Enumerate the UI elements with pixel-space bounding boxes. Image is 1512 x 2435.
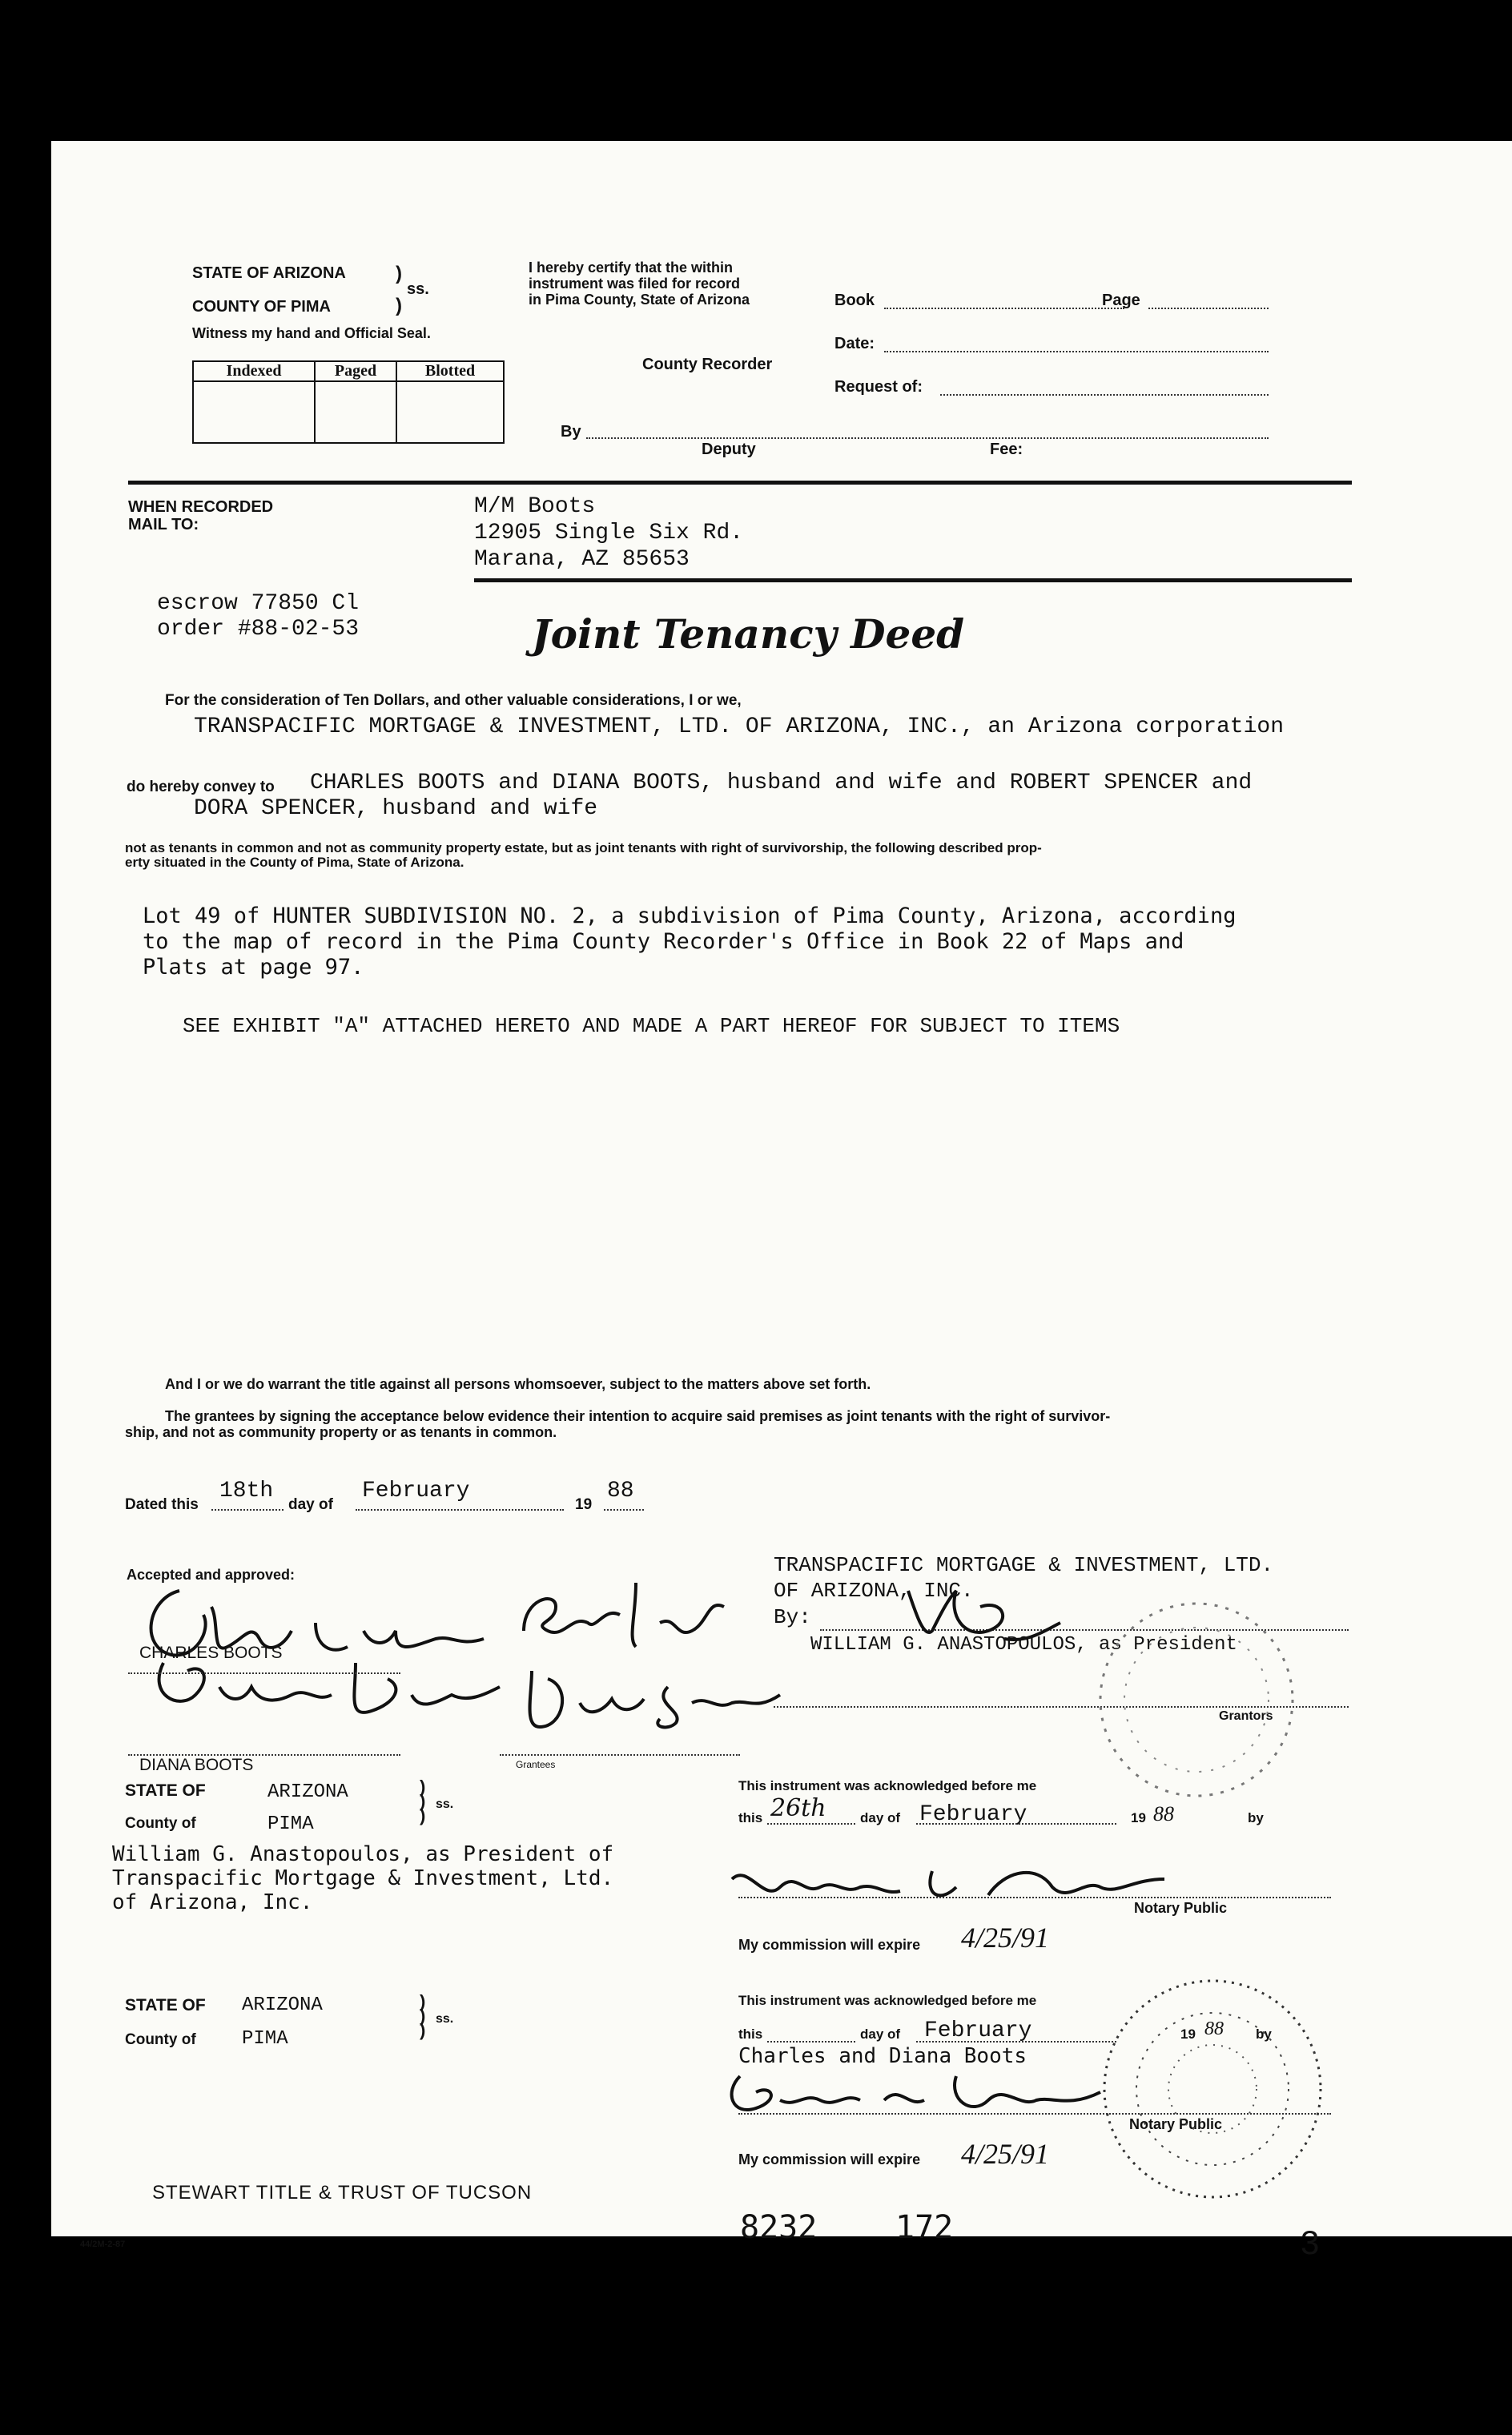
by-label: By: [774,1605,811,1629]
ack1-by: by [1248,1810,1264,1825]
signature-diana-boots [131,1647,516,1735]
ack1-person: William G. Anastopoulos, as President of Transpacific Mortgage & Investment, Ltd. of Arizona, Inc. [112,1842,614,1914]
ack2-state: ARIZONA [242,1994,323,2016]
day-of-label: day of [288,1496,333,1513]
ack2-notary-label: Notary Public [1129,2116,1223,2132]
ack1-ss: ss. [436,1797,454,1811]
ack2-month: February [924,2018,1032,2043]
convey-label: do hereby convey to [127,779,275,795]
date-label: Date: [834,335,875,352]
certify-text: I hereby certify that the within instrument was filed for record in Pima County, State of Arizona [529,260,750,308]
book-line [884,308,1124,309]
deed-page [51,141,1512,2261]
index-table [192,360,505,444]
signature-robert-spencer [500,1567,748,1663]
brace: ) [396,295,402,316]
ack1-state-label: STATE OF [125,1781,206,1800]
grantees-label: Grantees [516,1759,556,1770]
ack2-state-label: STATE OF [125,1996,206,2014]
grantor-text: TRANSPACIFIC MORTGAGE & INVESTMENT, LTD. OF ARIZONA, INC., an Arizona corporation [194,714,1285,739]
grantees-sign-text: The grantees by signing the acceptance below evidence their intention to acquire said premises as joint tenants with the right of survivor- ship, and not as community property or as tenants in common. [125,1408,1111,1440]
book-label: Book [834,292,875,309]
grantees-text: CHARLES BOOTS and DIANA BOOTS, husband and wife and ROBERT SPENCER and [310,771,1253,795]
brace: ) [396,263,402,284]
divider [128,481,1352,485]
form-number: 44/2M-2-87 [80,2240,126,2249]
sheet-number: 3 [1301,2224,1320,2261]
date-line [884,351,1269,352]
ack2-county-label: County of [125,2031,196,2048]
fee-label: Fee: [990,441,1023,458]
dated-label: Dated this [125,1496,199,1513]
request-line [940,394,1269,396]
ack1-notary-signature [716,1847,1196,1919]
exhibit-note: SEE EXHIBIT "A" ATTACHED HERETO AND MADE A PART HEREOF FOR SUBJECT TO ITEMS [183,1014,1120,1038]
dated-year-line [604,1509,644,1511]
notary-seal [1084,1961,1341,2217]
ack2-notary-signature [708,2060,1124,2124]
ack2-brace: ) ) ) [420,1991,426,2040]
escrow-info: escrow 77850 Cl order #88-02-53 [157,591,360,642]
ack1-county: PIMA [267,1813,314,1835]
page-number: 172 [895,2209,954,2246]
ack2-commission: My commission will expire [738,2151,921,2167]
request-of-label: Request of: [834,378,923,396]
ack2-ss: ss. [436,2012,454,2026]
dated-day: 18th [219,1479,274,1503]
ack1-acknowledged: This instrument was acknowledged before me [738,1778,1037,1793]
ack1-notary-label: Notary Public [1134,1900,1228,1916]
ss-label: ss. [407,280,429,298]
ack1-expires: 4/25/91 [961,1922,1050,1954]
signature-line [128,1672,400,1674]
ack2-day-of: day of [860,2026,901,2042]
ack2-day-line [767,2041,855,2043]
mail-to-label: WHEN RECORDED MAIL TO: [128,498,274,533]
dated-year: 88 [607,1479,634,1503]
dated-day-line [211,1509,284,1511]
ack1-day-of: day of [860,1810,901,1825]
ack2-acknowledged: This instrument was acknowledged before me [738,1993,1037,2008]
ack2-this: this [738,2026,763,2042]
ack1-notary-line [738,1897,1331,1898]
county-label: COUNTY OF PIMA [192,298,331,316]
by-line [586,437,1269,439]
president-name: WILLIAM G. ANASTOPOULOS, as President [810,1634,1237,1656]
deputy-label: Deputy [702,441,756,458]
tenancy-text: not as tenants in common and not as community property estate, but as joint tenants with right of survivorship, the following described prop- erty situated in the County of Pima, State of Arizona. [125,840,1042,870]
ack2-county: PIMA [242,2028,288,2050]
index-header: Blotted [396,361,504,381]
ack1-commission: My commission will expire [738,1937,921,1953]
signature-dora-spencer [500,1655,804,1743]
mail-to-address: M/M Boots 12905 Single Six Rd. Marana, AZ 85653 [474,494,744,572]
ack2-year: 88 [1204,2018,1224,2039]
year-prefix: 19 [575,1496,593,1513]
ack1-county-label: County of [125,1815,196,1832]
dated-month: February [362,1479,470,1503]
accepted-label: Accepted and approved: [127,1567,296,1583]
docket-number: 8232 [740,2209,818,2246]
index-header: Indexed [193,361,315,381]
ack1-month: February [919,1802,1027,1827]
grantors-label: Grantors [1219,1709,1273,1723]
ack2-expires: 4/25/91 [961,2138,1050,2170]
diana-boots-name: DIANA BOOTS [139,1756,254,1774]
legal-description: Lot 49 of HUNTER SUBDIVISION NO. 2, a subdivision of Pima County, Arizona, according to the map of record in the Pima County Recorder's Office in Book 22 of Maps and Plats at page 97. [143,904,1237,980]
document-title: Joint Tenancy Deed [532,610,965,658]
ack1-state: ARIZONA [267,1781,348,1803]
title-company: STEWART TITLE & TRUST OF TUCSON [152,2182,533,2204]
ack1-month-line [916,1823,1116,1825]
ack1-day-line [767,1823,855,1825]
grantees-text: DORA SPENCER, husband and wife [194,796,598,821]
charles-boots-name: CHARLES BOOTS [139,1644,283,1662]
by-label: By [561,423,581,441]
warrant-text: And I or we do warrant the title against all persons whomsoever, subject to the matters above set forth. [165,1376,871,1392]
ack1-day: 26th [770,1794,826,1822]
ack1-brace: ) ) ) [420,1777,426,1825]
county-recorder-label: County Recorder [642,356,773,373]
index-header: Paged [315,361,396,381]
divider [474,578,1352,582]
ack2-persons: Charles and Diana Boots [738,2044,1027,2068]
dated-month-line [356,1509,564,1511]
state-label: STATE OF ARIZONA [192,264,346,282]
grantor-corp-name: TRANSPACIFIC MORTGAGE & INVESTMENT, LTD. OF ARIZONA, INC. [774,1553,1274,1603]
consideration-text: For the consideration of Ten Dollars, and other valuable considerations, I or we, [165,692,742,709]
page-label: Page [1102,292,1140,309]
ack2-year-prefix: 19 [1180,2026,1196,2042]
witness-text: Witness my hand and Official Seal. [192,325,431,341]
ack1-year: 88 [1153,1802,1174,1825]
ack2-by: by [1256,2026,1272,2042]
page-line [1148,308,1269,309]
ack1-year-prefix: 19 [1131,1810,1146,1825]
ack1-this: this [738,1810,763,1825]
signature-line [500,1754,740,1756]
corporate-seal [1044,1580,1349,1820]
